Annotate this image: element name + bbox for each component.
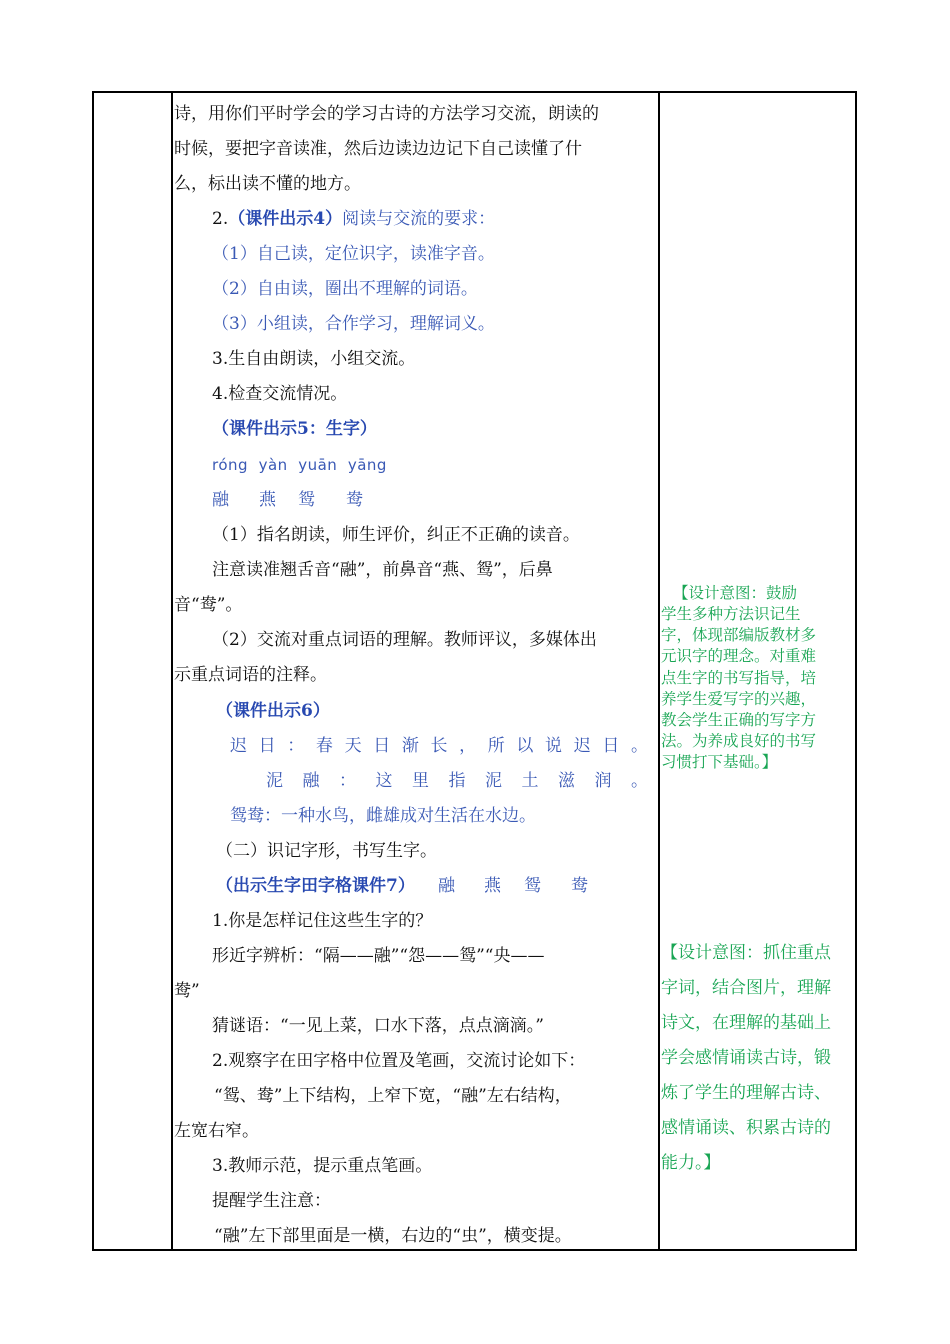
- table-top-border: [92, 91, 857, 93]
- read-step-2-cont: 示重点词语的注释。: [174, 665, 327, 685]
- pinyin-row: [212, 455, 422, 475]
- new-character: 燕: [484, 876, 501, 896]
- pinyin: róng: [212, 456, 249, 474]
- reminder: 提醒学生注意：: [212, 1191, 331, 1211]
- table-left-border: [92, 91, 94, 1251]
- question-1: 1.你是怎样记住这些生字的？: [212, 911, 433, 931]
- para-line: 么，标出读不懂的地方。: [174, 174, 361, 194]
- table-right-border: [855, 91, 857, 1251]
- pinyin: yàn: [258, 456, 288, 474]
- pinyin: yāng: [347, 456, 387, 474]
- pinyin: yuān: [298, 456, 338, 474]
- step2-line: [212, 209, 495, 229]
- new-character: 鸳: [524, 876, 541, 896]
- courseware-tag-4: （课件出示4）: [228, 209, 343, 229]
- design-intent-note-1: 【设计意图：鼓励 学生多种方法识记生 字，体现部编版教材多 元识字的理念。对重难 点生字的书写指导，培 养学生爱写字的兴趣， 教会学生正确的写字方 法。为养成良好的书写 习惯打下基础。】: [661, 584, 817, 771]
- question-3: 3.教师示范，提示重点笔画。: [212, 1156, 433, 1176]
- courseware-tag-6: （课件出示6）: [216, 701, 330, 721]
- new-character: 鸯: [571, 876, 588, 896]
- new-character: 融: [438, 876, 455, 896]
- courseware-7-line: [216, 876, 588, 896]
- requirement-3: （3）小组读，合作学习，理解词义。: [212, 314, 495, 334]
- table-bottom-border: [92, 1249, 857, 1251]
- part-two-heading: （二）识记字形，书写生字。: [216, 841, 437, 861]
- para-line: 时候，要把字音读准，然后边读边边记下自己读懂了什: [174, 139, 582, 159]
- similar-chars-cont: 鸯”: [174, 981, 200, 1001]
- structure-note: “鸳、鸯”上下结构，上窄下宽，“融”左右结构，: [214, 1086, 572, 1106]
- step4-line: 4.检查交流情况。: [212, 384, 348, 404]
- step2-number: 2.: [212, 209, 229, 229]
- pronunciation-note-cont: 音“鸯”。: [174, 595, 243, 615]
- new-character: 鸯: [346, 490, 363, 510]
- new-character: 鸳: [298, 490, 315, 510]
- riddle: 猜谜语：“一见上菜，口水下落，点点滴滴。”: [212, 1016, 544, 1036]
- new-character: 融: [212, 490, 229, 510]
- para-line: 诗，用你们平时学会的学习古诗的方法学习交流，朗读的: [174, 104, 599, 124]
- definition-chiri: 迟 日 ： 春 天 日 渐 长 ， 所 以 说 迟 日 。: [230, 736, 648, 756]
- similar-chars: 形近字辨析：“隔——融”“怨——鸳”“央——: [212, 946, 545, 966]
- definition-yuanyang: 鸳鸯：一种水鸟，雌雄成对生活在水边。: [230, 806, 536, 826]
- read-step-1: （1）指名朗读，师生评价，纠正不正确的读音。: [212, 525, 580, 545]
- read-step-2: （2）交流对重点词语的理解。教师评议，多媒体出: [212, 630, 597, 650]
- structure-note-cont: 左宽右窄。: [174, 1121, 259, 1141]
- design-intent-note-2: 【设计意图：抓住重点 字词，结合图片，理解 诗文，在理解的基础上 学会感情诵读古诗，锻 炼了学生的理解古诗、 感情诵读、积累古诗的 能力。】: [661, 943, 831, 1173]
- question-2: 2.观察字在田字格中位置及笔画，交流讨论如下：: [212, 1051, 586, 1071]
- courseware-tag-5: （课件出示5：生字）: [212, 419, 377, 439]
- definition-nirong: 泥 融 ： 这 里 指 泥 土 滋 润 。: [266, 771, 648, 791]
- new-character: 燕: [259, 490, 276, 510]
- column-divider-1: [171, 91, 173, 1251]
- requirement-1: （1）自己读，定位识字，读准字音。: [212, 244, 495, 264]
- pronunciation-note: 注意读准翘舌音“融”，前鼻音“燕、鸳”，后鼻: [212, 560, 553, 580]
- column-divider-2: [658, 91, 660, 1251]
- requirement-2: （2）自由读，圈出不理解的词语。: [212, 279, 478, 299]
- reminder-detail: “融”左下部里面是一横，右边的“虫”，横变提。: [214, 1226, 572, 1246]
- step2-text: 阅读与交流的要求：: [342, 209, 496, 229]
- courseware-tag-7: （出示生字田字格课件7）: [216, 876, 415, 896]
- step3-line: 3.生自由朗读，小组交流。: [212, 349, 416, 369]
